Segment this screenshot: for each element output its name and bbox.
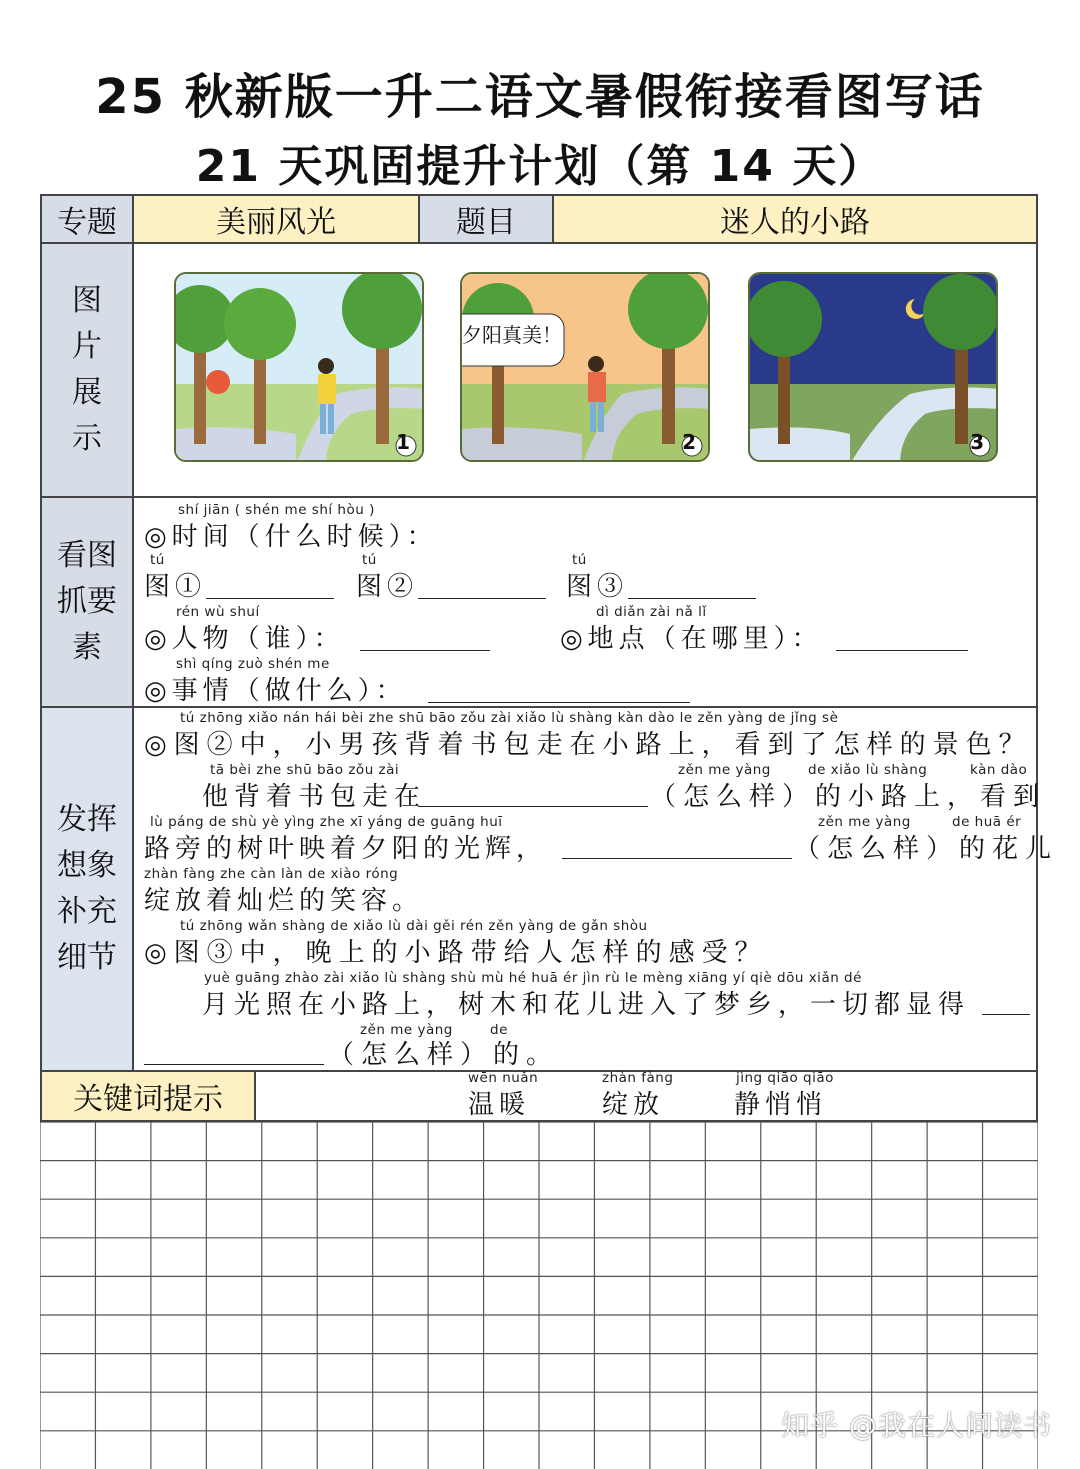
imagine-label-line: 补充 xyxy=(57,894,117,929)
answer-blank[interactable] xyxy=(206,598,334,599)
speech-bubble: 夕阳真美！ xyxy=(462,323,562,347)
answer-blank[interactable] xyxy=(628,598,756,599)
place-prompt: ◎地点（在哪里）： xyxy=(560,624,823,654)
page-title: 25 秋新版一升二语文暑假衔接看图写话 xyxy=(95,69,985,125)
keyword-row xyxy=(40,1070,1038,1122)
watermark: 知乎 @我在人间读书 xyxy=(781,1409,1052,1442)
answer-blank[interactable] xyxy=(144,1064,324,1065)
pictures-label-char: 展 xyxy=(72,375,102,410)
answer-blank[interactable] xyxy=(982,1014,1030,1015)
imagine-label-line: 发挥 xyxy=(57,802,117,837)
imagine-label xyxy=(42,708,134,1070)
person-prompt: ◎人物（谁）： xyxy=(144,624,345,654)
sentence-line: （怎么样）的花儿 xyxy=(794,834,1059,864)
pinyin: zhàn fàng xyxy=(602,1070,674,1086)
pinyin: de xiǎo lù shàng xyxy=(808,762,928,778)
pinyin: tú zhōng xiǎo nán hái bèi zhe shū bāo zǒu zài xiǎo lù shàng kàn dào le zěn yàng de jǐng sè xyxy=(180,710,839,726)
key-label-line: 素 xyxy=(72,630,102,665)
keyword: 绽放 xyxy=(602,1090,665,1120)
picture-panel-1 xyxy=(174,272,424,462)
pinyin: tā bèi zhe shū bāo zǒu zài xyxy=(210,762,400,778)
pinyin: de huā ér xyxy=(952,814,1022,830)
key-label-line: 抓要 xyxy=(57,584,117,619)
pinyin: wēn nuǎn xyxy=(468,1070,539,1086)
pinyin: tú xyxy=(362,552,377,568)
answer-blank[interactable] xyxy=(418,598,546,599)
question-1: ◎图②中，小男孩背着书包走在小路上，看到了怎样的景色？ xyxy=(144,730,1032,760)
pinyin: lù páng de shù yè yìng zhe xī yáng de guāng huī xyxy=(150,814,503,830)
panel-number: 3 xyxy=(970,430,984,454)
sentence-line: 他背着书包走在 xyxy=(202,782,427,812)
key-elements-label xyxy=(42,498,134,706)
pinyin: tú xyxy=(150,552,165,568)
pinyin: tú xyxy=(572,552,587,568)
pictures-label xyxy=(42,244,134,496)
pinyin: zhàn fàng zhe càn làn de xiào róng xyxy=(144,866,399,882)
topic-value: 美丽风光 xyxy=(134,196,420,242)
sentence-line: （怎么样）的小路上，看到 xyxy=(650,782,1047,812)
keyword: 静悄悄 xyxy=(734,1090,828,1120)
fig-3-label: 图③ xyxy=(566,572,629,602)
picture-panel-3 xyxy=(748,272,998,462)
answer-blank[interactable] xyxy=(428,702,690,703)
pinyin: kàn dào xyxy=(970,762,1028,778)
pinyin: dì diǎn zài nǎ lǐ xyxy=(596,604,707,620)
key-label-line: 看图 xyxy=(57,538,117,573)
pinyin: jìng qiāo qiāo xyxy=(736,1070,834,1086)
panel-number: 2 xyxy=(682,430,696,454)
sentence-line: 路旁的树叶映着夕阳的光辉， xyxy=(144,834,548,864)
subject-label: 题目 xyxy=(420,196,554,242)
pinyin: rén wù shuí xyxy=(176,604,260,620)
fig-1-label: 图① xyxy=(144,572,207,602)
topic-label: 专题 xyxy=(42,196,134,242)
picture-panel-2 xyxy=(460,272,710,462)
sentence-line: 月光照在小路上，树木和花儿进入了梦乡，一切都显得 xyxy=(202,990,971,1020)
page-subtitle: 21 天巩固提升计划（第 14 天） xyxy=(195,141,885,192)
panel-number: 1 xyxy=(396,430,410,454)
pinyin: shì qíng zuò shén me xyxy=(176,656,330,672)
fig-2-label: 图② xyxy=(356,572,419,602)
pictures-row xyxy=(40,242,1038,498)
pinyin: shí jiān ( shén me shí hòu ) xyxy=(178,502,375,518)
sentence-line: （怎么样）的。 xyxy=(328,1040,560,1070)
answer-blank[interactable] xyxy=(360,650,490,651)
imagine-label-line: 细节 xyxy=(57,940,117,975)
pictures-label-char: 图 xyxy=(72,283,102,318)
imagine-row xyxy=(40,706,1059,1072)
pictures-label-char: 示 xyxy=(72,421,102,456)
subject-value: 迷人的小路 xyxy=(554,196,1036,242)
pinyin: tú zhōng wǎn shàng de xiǎo lù dài gěi rén zěn yàng de gǎn shòu xyxy=(180,918,648,934)
pinyin: zěn me yàng xyxy=(678,762,771,778)
question-2: ◎图③中，晚上的小路带给人怎样的感受？ xyxy=(144,938,768,968)
sentence-line: 绽放着灿烂的笑容。 xyxy=(144,886,424,916)
pinyin: zěn me yàng xyxy=(818,814,911,830)
pinyin: zěn me yàng xyxy=(360,1022,453,1038)
answer-blank[interactable] xyxy=(562,858,792,859)
time-prompt: ◎时间（什么时候）： xyxy=(144,522,438,552)
keyword-label: 关键词提示 xyxy=(42,1072,256,1120)
imagine-label-line: 想象 xyxy=(57,848,117,883)
pictures-label-char: 片 xyxy=(72,329,102,364)
answer-blank[interactable] xyxy=(418,806,648,807)
key-elements-row xyxy=(40,496,1038,708)
header-row xyxy=(40,194,1038,244)
pinyin: de xyxy=(490,1022,508,1038)
answer-blank[interactable] xyxy=(836,650,968,651)
pinyin: yuè guāng zhào zài xiǎo lù shàng shù mù hé huā ér jìn rù le mèng xiāng yí qiè dōu xiǎn dé xyxy=(204,970,862,986)
event-prompt: ◎事情（做什么）： xyxy=(144,676,407,706)
keyword: 温暖 xyxy=(468,1090,531,1120)
